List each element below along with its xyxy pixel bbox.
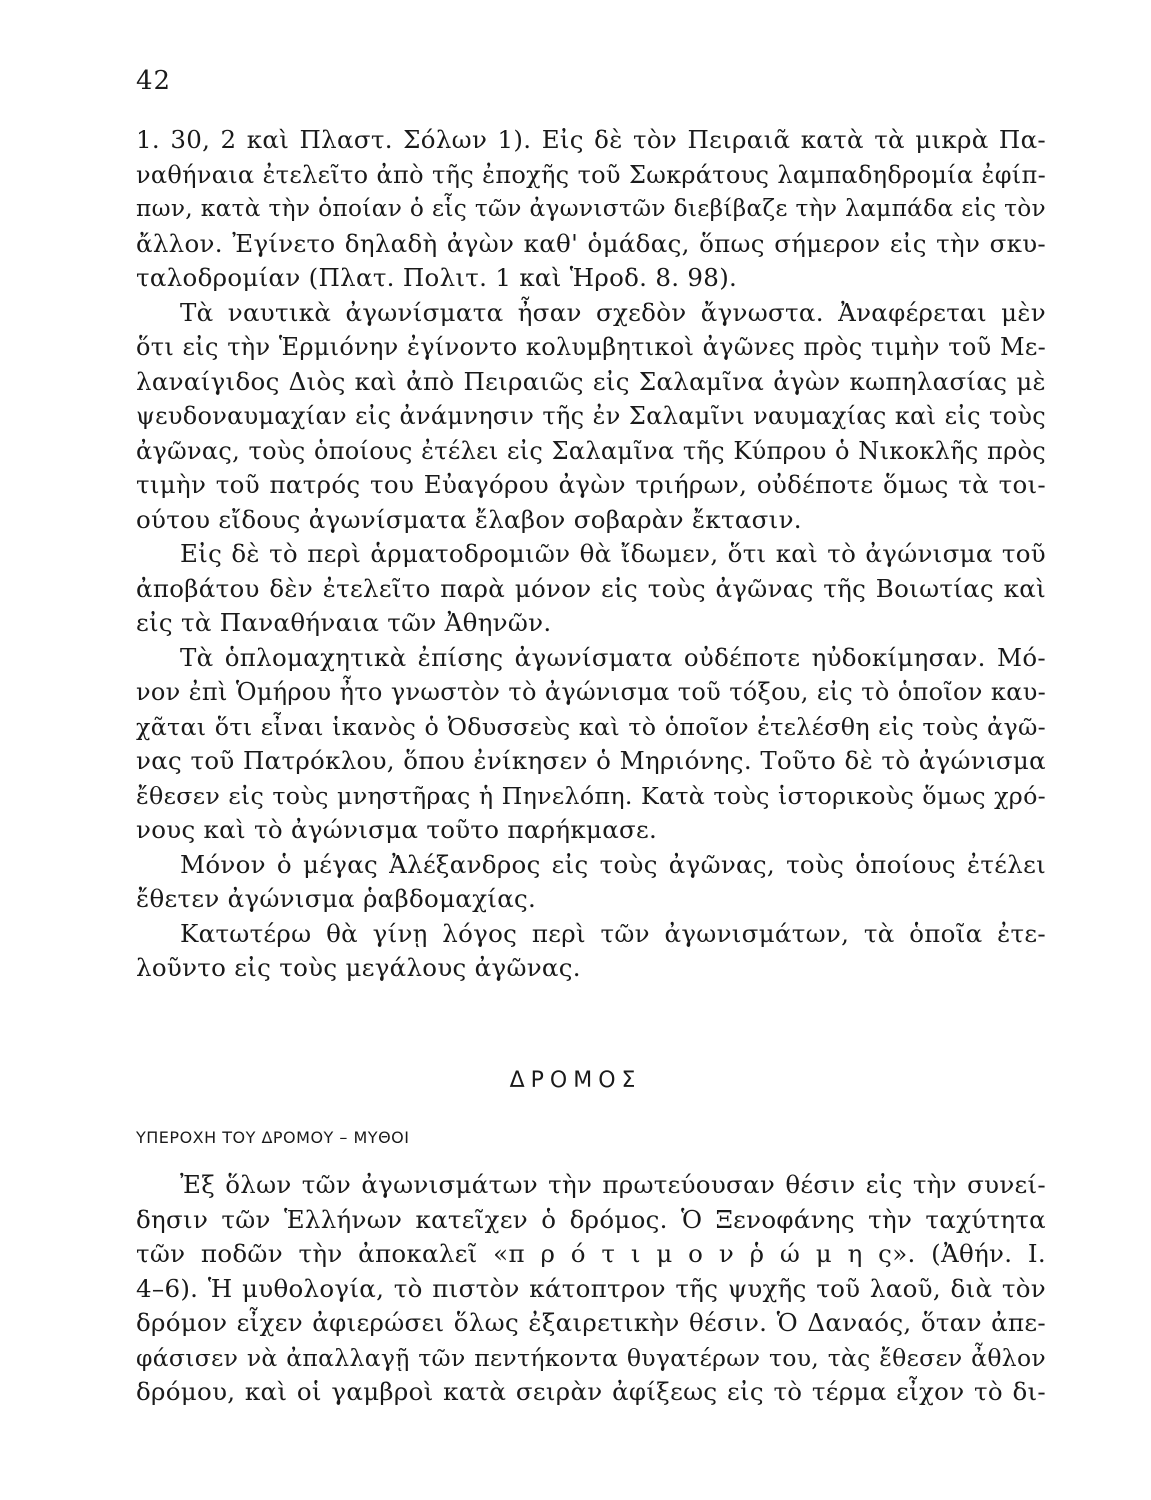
text-line: νας τοῦ Πατρόκλου, ὅπου ἐνίκησεν ὁ Μηριόνης. Τοῦτο δὲ τὸ ἀγώνισμα [136, 746, 1046, 775]
text-block-main [136, 123, 1046, 986]
text-line: Τὰ ὁπλομαχητικὰ ἐπίσης ἀγωνίσματα οὐδέποτε ηὐδοκίμησαν. Μό- [180, 642, 1046, 672]
text-line: ούτου εἴδους ἀγωνίσματα ἔλαβον σοβαρὰν ἔκτασιν. [136, 504, 802, 534]
section-heading: ΔΡΟΜΟΣ [509, 1068, 642, 1093]
text-line: δησιν τῶν Ἑλλήνων κατεῖχεν ὁ δρόμος. Ὁ Ξενοφάνης τὴν ταχύτητα [136, 1204, 1046, 1234]
text-line: Τὰ ναυτικὰ ἀγωνίσματα ἦσαν σχεδὸν ἄγνωστα. Ἀναφέρεται μὲν [180, 297, 1046, 327]
text-line: ὅτι εἰς τὴν Ἑρμιόνην ἐγίνοντο κολυμβητικοὶ ἀγῶνες πρὸς τιμὴν τοῦ Με- [136, 333, 1046, 361]
text-line: λοῦντο εἰς τοὺς μεγάλους ἀγῶνας. [136, 953, 581, 982]
page-number: 42 [136, 66, 172, 96]
text-line: ταλοδρομίαν (Πλατ. Πολιτ. 1 καὶ Ἡροδ. 8. 98). [136, 263, 738, 292]
text-line: λαναίγιδος Διὸς καὶ ἀπὸ Πειραιῶς εἰς Σαλαμῖνα ἀγὼν κωπηλασίας μὲ [136, 366, 1046, 396]
text-line: χᾶται ὅτι εἶναι ἱκανὸς ὁ Ὀδυσσεὺς καὶ τὸ ὁποῖον ἐτελέσθη εἰς τοὺς ἀγῶ- [136, 712, 1046, 741]
text-line: ψευδοναυμαχίαν εἰς ἀνάμνησιν τῆς ἐν Σαλαμῖνι ναυμαχίας καὶ εἰς τοὺς [136, 402, 1046, 430]
sub-heading: ΥΠΕΡΟΧΗ ΤΟΥ ΔΡΟΜΟΥ – ΜΥΘΟΙ [136, 1128, 410, 1147]
text-block-dromos [136, 1168, 1046, 1410]
text-line: ναθήναια ἐτελεῖτο ἀπὸ τῆς ἐποχῆς τοῦ Σωκράτους λαμπαδηδρομία ἐφίπ- [136, 160, 1046, 189]
text-line: δρόμου, καὶ οἱ γαμβροὶ κατὰ σειρὰν ἀφίξεως εἰς τὸ τέρμα εἶχον τὸ δι- [136, 1377, 1046, 1406]
text-line: 4–6). Ἡ μυθολογία, τὸ πιστὸν κάτοπτρον τῆς ψυχῆς τοῦ λαοῦ, διὰ τὸν [136, 1273, 1046, 1303]
text-line: Κατωτέρω θὰ γίνῃ λόγος περὶ τῶν ἀγωνισμάτων, τὰ ὁποῖα ἐτε- [180, 918, 1046, 948]
text-line: Ἐξ ὅλων τῶν ἀγωνισμάτων τὴν πρωτεύουσαν θέσιν εἰς τὴν συνεί- [180, 1170, 1046, 1199]
text-line: πων, κατὰ τὴν ὁποίαν ὁ εἷς τῶν ἀγωνιστῶν διεβίβαζε τὴν λαμπάδα εἰς τὸν [136, 195, 1046, 222]
text-line: νον ἐπὶ Ὁμήρου ἦτο γνωστὸν τὸ ἀγώνισμα τοῦ τόξου, εἰς τὸ ὁποῖον καυ- [136, 678, 1046, 706]
text-line: ἀγῶνας, τοὺς ὁποίους ἐτέλει εἰς Σαλαμῖνα τῆς Κύπρου ὁ Νικοκλῆς πρὸς [136, 436, 1046, 465]
text-line: ἀποβάτου δὲν ἐτελεῖτο παρὰ μόνον εἰς τοὺς ἀγῶνας τῆς Βοιωτίας καὶ [136, 573, 1046, 603]
text-line: δρόμον εἶχεν ἀφιερώσει ὅλως ἐξαιρετικὴν θέσιν. Ὁ Δαναός, ὅταν ἀπε- [136, 1308, 1046, 1337]
text-line: τῶν ποδῶν τὴν ἀποκαλεῖ «π ρ ό τ ι μ ο ν ῥ ώ μ η ς». (Ἀθήν. Ι. [136, 1239, 1046, 1268]
text-line: Εἰς δὲ τὸ περὶ ἁρματοδρομιῶν θὰ ἴδωμεν, ὅτι καὶ τὸ ἀγώνισμα τοῦ [180, 539, 1046, 568]
text-line: ἄλλον. Ἐγίνετο δηλαδὴ ἀγὼν καθ' ὁμάδας, ὅπως σήμερον εἰς τὴν σκυ- [136, 228, 1046, 258]
text-line: ἔθετεν ἀγώνισμα ῥαβδομαχίας. [136, 884, 537, 913]
text-line: νους καὶ τὸ ἀγώνισμα τοῦτο παρήκμασε. [136, 815, 658, 844]
text-line: ἔθεσεν εἰς τοὺς μνηστῆρας ἡ Πηνελόπη. Κατὰ τοὺς ἱστορικοὺς ὅμως χρό- [136, 781, 1046, 810]
text-line: φάσισεν νὰ ἀπαλλαγῇ τῶν πεντήκοντα θυγατέρων του, τὰς ἔθεσεν ἆθλον [136, 1343, 1046, 1372]
text-line: τιμὴν τοῦ πατρός του Εὐαγόρου ἀγὼν τριήρων, οὐδέποτε ὅμως τὰ τοι- [136, 470, 1046, 499]
text-line: Μόνον ὁ μέγας Ἀλέξανδρος εἰς τοὺς ἀγῶνας, τοὺς ὁποίους ἐτέλει [180, 849, 1046, 879]
text-line: εἰς τὰ Παναθήναια τῶν Ἀθηνῶν. [136, 608, 552, 637]
text-line: 1. 30, 2 καὶ Πλαστ. Σόλων 1). Εἰς δὲ τὸν Πειραιᾶ κατὰ τὰ μικρὰ Πα- [136, 125, 1046, 154]
